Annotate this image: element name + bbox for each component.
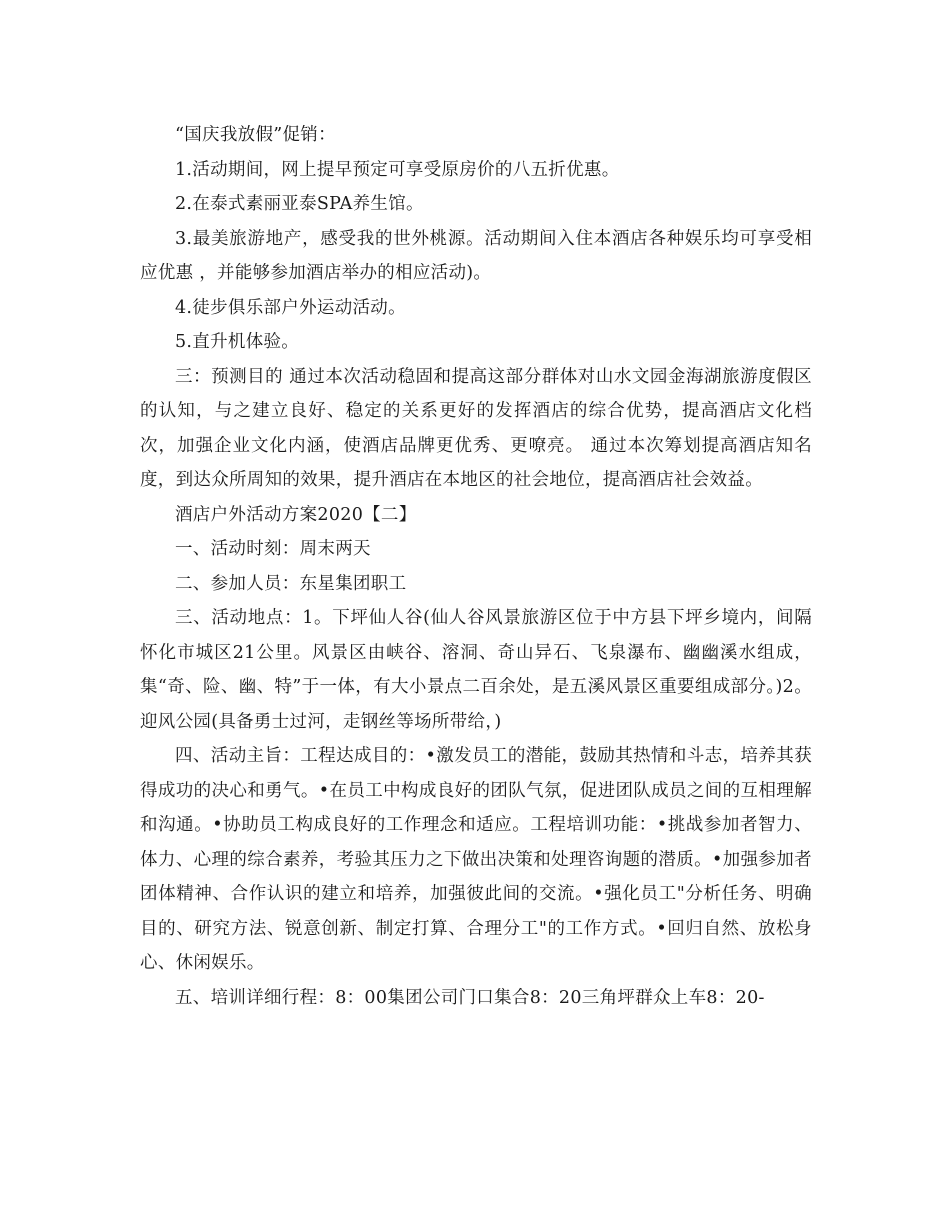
promo-heading: “国庆我放假”促销： [175,125,336,145]
document-page [140,118,812,1015]
list-item-3: 3.最美旅游地产，感受我的世外桃源。活动期间入住本酒店各种娱乐均可享受相应优惠 ，并能够参加酒店举办的相应活动)。 [140,228,812,283]
list-item-1: 1.活动期间，网上提早预定可享受原房价的八五折优惠。 [175,159,620,180]
section-title: 酒店户外活动方案2020【二】 [175,504,417,525]
list-item-2: 2.在泰式素丽亚泰SPA养生馆。 [175,194,424,214]
activity-purpose: 四、活动主旨：工程达成目的：•激发员工的潜能，鼓励其热情和斗志，培养其获得成功的决心和勇气。•在员工中构成良好的团队气氛，促进团队成员之间的互相理解和沟通。•协助员工构成良好的工作理念和适应。工程培训功能：•挑战参加者智力、体力、心理的综合素养，考验其压力之下做出决策和处理咨询题的潜质。•加强参加者团体精神、合作认识的建立和培养，加强彼此间的交流。•强化员工"分析任务、明确目的、研究方法、锐意创新、制定打算、合理分工"的工作方式。•回归自然、放松身心、休闲娱乐。 [140,746,812,973]
list-item-5: 5.直升机体验。 [175,332,300,352]
activity-location: 三、活动地点：1。下坪仙人谷(仙人谷风景旅游区位于中方县下坪乡境内，间隔怀化市城区21公里。风景区由峡谷、溶洞、奇山异石、飞泉瀑布、幽幽溪水组成，集“奇、险、幽、特”于一体，有大小景点二百余处，是五溪风景区重要组成部分。)2。迎风公园(具备勇士过河，走钢丝等场所带给，) [140,608,812,732]
participants: 二、参加人员：东星集团职工 [175,573,407,594]
list-item-4: 4.徒步俱乐部户外运动活动。 [175,297,406,318]
activity-time: 一、活动时刻：周末两天 [175,539,371,559]
prediction-paragraph: 三：预测目的 通过本次活动稳固和提高这部分群体对山水文园金海湖旅游度假区的认知，与之建立良好、稳定的关系更好的发挥酒店的综合优势，提高酒店文化档次，加强企业文化内涵，使酒店品牌更优秀、更嘹亮。 通过本次筹划提高酒店知名度，到达众所周知的效果，提升酒店在本地区的社会地位，提高酒店社会效益。 [140,366,812,490]
training-schedule: 五、培训详细行程：8：00集团公司门口集合8：20三角坪群众上车8：20- [175,987,765,1008]
